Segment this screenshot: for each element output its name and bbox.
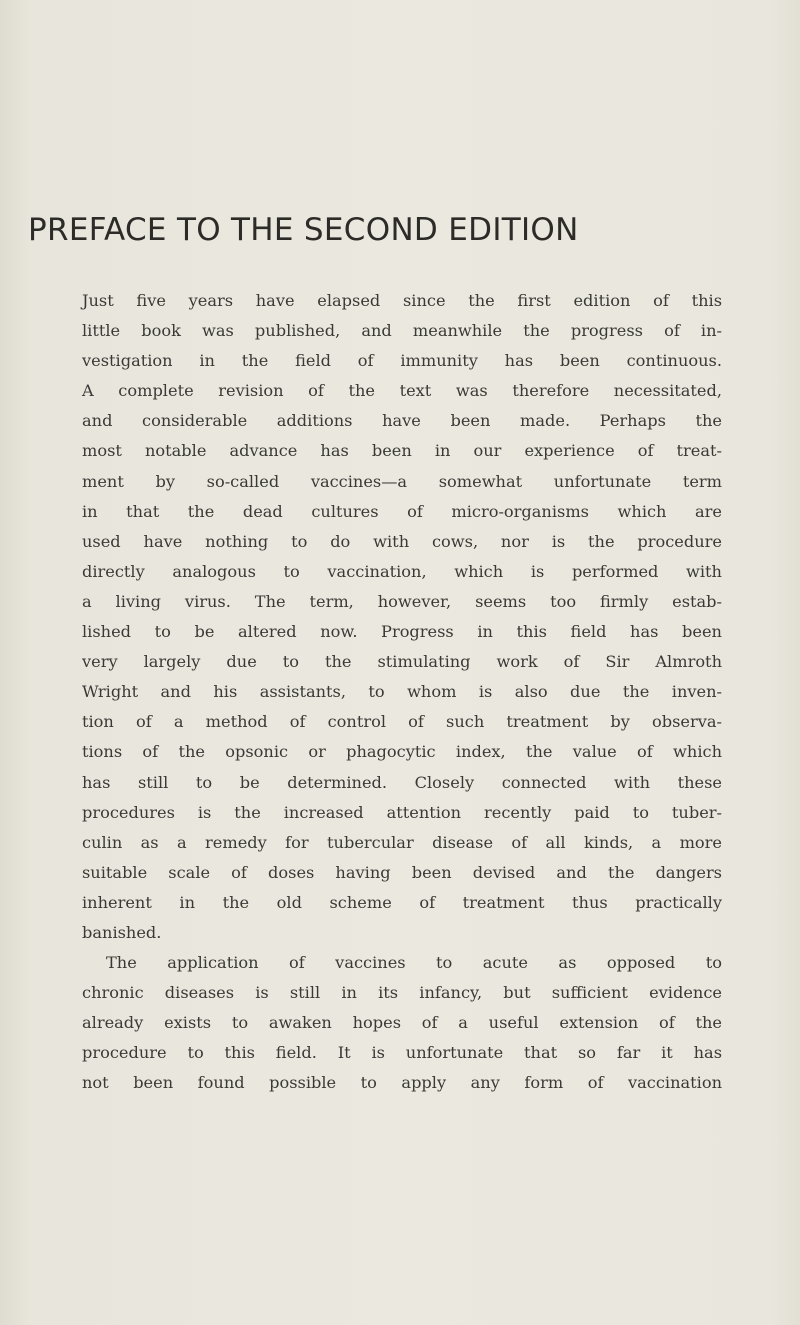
text-line: has still to be determined. Closely connected with these xyxy=(82,772,722,792)
preface-body-text xyxy=(82,286,722,1099)
text-line: procedure to this field. It is unfortunate that so far it has xyxy=(82,1043,722,1063)
text-line: not been found possible to apply any form of vaccination xyxy=(82,1073,722,1093)
text-line: most notable advance has been in our experience of treat- xyxy=(82,441,722,461)
text-line: banished. xyxy=(82,922,162,942)
text-line: very largely due to the stimulating work of Sir Almroth xyxy=(82,652,722,672)
text-line: inherent in the old scheme of treatment thus practically xyxy=(82,892,722,912)
text-line: chronic diseases is still in its infancy, but sufficient evidence xyxy=(82,983,722,1003)
text-line: vestigation in the field of immunity has been continuous. xyxy=(82,351,722,371)
text-line: little book was published, and meanwhile the progress of in- xyxy=(82,321,722,341)
text-line: directly analogous to vaccination, which is performed with xyxy=(82,561,722,581)
text-line: lished to be altered now. Progress in this field has been xyxy=(82,622,722,642)
text-line: tion of a method of control of such treatment by observa- xyxy=(82,712,722,732)
text-line: culin as a remedy for tubercular disease of all kinds, a more xyxy=(82,832,722,852)
page-heading: PREFACE TO THE SECOND EDITION xyxy=(28,212,579,248)
text-line: Wright and his assistants, to whom is also due the inven- xyxy=(82,682,722,702)
text-line: procedures is the increased attention recently paid to tuber- xyxy=(82,802,722,822)
text-line: A complete revision of the text was therefore necessitated, xyxy=(82,381,722,401)
text-line: ment by so-called vaccines—a somewhat unfortunate term xyxy=(82,471,722,491)
text-line: Just five years have elapsed since the first edition of this xyxy=(82,291,722,310)
text-line: in that the dead cultures of micro-organisms which are xyxy=(82,501,722,521)
text-line: The application of vaccines to acute as opposed to xyxy=(106,953,722,973)
text-line: used have nothing to do with cows, nor is the procedure xyxy=(82,531,722,551)
text-line: tions of the opsonic or phagocytic index, the value of which xyxy=(82,742,722,762)
text-line: already exists to awaken hopes of a useful extension of the xyxy=(82,1013,722,1033)
text-line: a living virus. The term, however, seems too firmly estab- xyxy=(82,591,722,611)
text-line: suitable scale of doses having been devised and the dangers xyxy=(82,862,722,882)
text-line: and considerable additions have been made. Perhaps the xyxy=(82,411,722,431)
